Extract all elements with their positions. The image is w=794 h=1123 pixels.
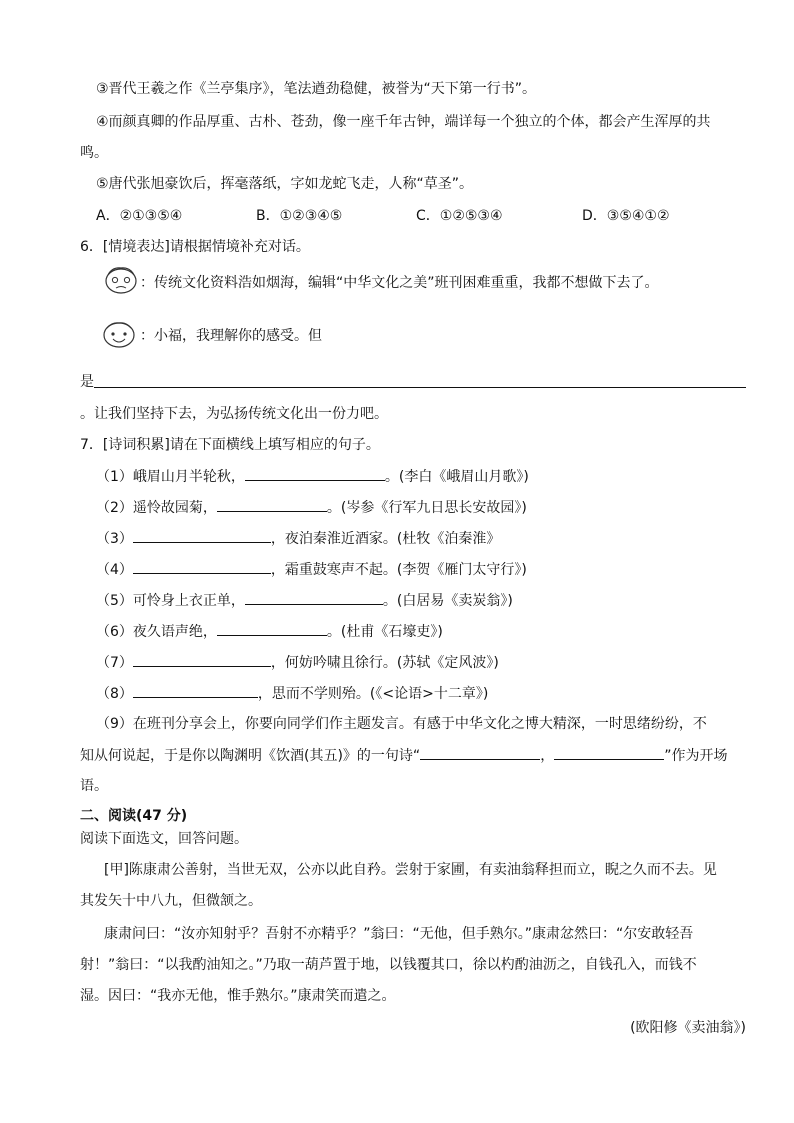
- poem-1-blank[interactable]: [245, 466, 385, 481]
- poem-1-text: （1）峨眉山月半轮秋，: [96, 469, 245, 485]
- poem-8-blank[interactable]: [133, 683, 258, 698]
- passage-source: (欧阳修《卖油翁》): [630, 1020, 746, 1036]
- poem-5-text: （5）可怜身上衣正单，: [96, 593, 245, 609]
- dialog-line-2: ：小福，我理解你的感受。但: [140, 328, 322, 344]
- sentence-5: ⑤唐代张旭豪饮后，挥毫落纸，字如龙蛇飞走，人称“草圣”。: [96, 176, 474, 192]
- question-7-stem: 7．[诗词积累]请在下面横线上填写相应的句子。: [80, 437, 380, 453]
- poem-3-blank[interactable]: [133, 528, 271, 543]
- smiling-face-icon: [100, 319, 138, 349]
- passage-para2-line2: 射！”翁曰：“以我酌油知之。”乃取一葫芦置于地，以钱覆其口，徐以杓酌油沥之，自钱孔入，而钱不: [80, 957, 697, 973]
- poem-2-text: （2）遥怜故园菊，: [96, 500, 217, 516]
- answer-prefix: 是: [80, 374, 94, 390]
- poem-line-7: [96, 652, 499, 673]
- poem-3-source: ，夜泊秦淮近酒家。(杜牧《泊秦淮》: [270, 531, 501, 547]
- poem-6-blank[interactable]: [217, 621, 327, 636]
- question-6-stem: 6．[情境表达]请根据情境补充对话。: [80, 239, 310, 255]
- poem-9-tail: ”作为开场: [664, 748, 728, 764]
- poem-line-1: [96, 466, 529, 487]
- reading-instruction: 阅读下面选文，回答问题。: [80, 831, 248, 847]
- answer-tail: 。让我们坚持下去，为弘扬传统文化出一份力吧。: [80, 406, 388, 422]
- poem-line-6: [96, 621, 443, 642]
- poem-2-blank[interactable]: [217, 497, 327, 512]
- passage-para1-line1: [甲]陈康肃公善射，当世无双，公亦以此自矜。尝射于家圃，有卖油翁释担而立，睨之久而不去。见: [104, 862, 717, 878]
- poem-4-source: ，霜重鼓寒声不起。(李贺《雁门太守行》): [270, 562, 527, 578]
- poem-line-3: [96, 528, 500, 549]
- poem-6-source: 。(杜甫《石壕吏》): [326, 624, 443, 640]
- option-b: B．①②③④⑤: [256, 208, 343, 224]
- poem-9-line2: [80, 745, 727, 766]
- dialog-line-1: ：传统文化资料浩如烟海，编辑“中华文化之美”班刊困难重重，我都不想做下去了。: [140, 275, 659, 291]
- poem-line-8: [96, 683, 488, 704]
- poem-line-2: [96, 497, 527, 518]
- poem-6-text: （6）夜久语声绝，: [96, 624, 217, 640]
- poem-7-text: （7）: [96, 655, 133, 671]
- poem-8-text: （8）: [96, 686, 133, 702]
- poem-9-line3: 语。: [80, 778, 108, 794]
- poem-9-text: 知从何说起，于是你以陶渊明《饮酒(其五)》的一句诗“: [80, 748, 421, 764]
- poem-9-blank-2[interactable]: [554, 745, 664, 760]
- sentence-4-line2: 鸣。: [80, 145, 108, 161]
- poem-4-blank[interactable]: [133, 559, 271, 574]
- poem-9-line1: （9）在班刊分享会上，你要向同学们作主题发言。有感于中华文化之博大精深，一时思绪纷纷，不: [96, 716, 707, 732]
- option-d: D．③⑤④①②: [582, 208, 670, 224]
- poem-2-source: 。(岑参《行军九日思长安故园》): [326, 500, 527, 516]
- poem-8-source: ，思而不学则殆。(《<论语>十二章》): [257, 686, 489, 702]
- poem-4-text: （4）: [96, 562, 133, 578]
- poem-7-source: ，何妨吟啸且徐行。(苏轼《定风波》): [270, 655, 499, 671]
- poem-5-source: 。(白居易《卖炭翁》): [382, 593, 513, 609]
- worried-face-icon: [102, 265, 140, 295]
- poem-3-text: （3）: [96, 531, 133, 547]
- passage-para2-line1: 康肃问曰：“汝亦知射乎？吾射不亦精乎？”翁曰：“无他，但手熟尔。”康肃忿然曰：“尔安敢轻吾: [104, 926, 694, 942]
- sentence-3: ③晋代王羲之作《兰亭集序》，笔法遒劲稳健，被誉为“天下第一行书”。: [96, 81, 537, 97]
- poem-line-5: [96, 590, 513, 611]
- sentence-4-line1: ④而颜真卿的作品厚重、古朴、苍劲，像一座千年古钟，端详每一个独立的个体，都会产生浑厚的共: [96, 114, 711, 130]
- passage-para2-line3: 湿。因曰：“我亦无他，惟手熟尔。”康肃笑而遣之。: [80, 988, 396, 1004]
- answer-blank-long[interactable]: [94, 387, 746, 388]
- section-2-heading: 二、阅读(47 分): [80, 808, 188, 824]
- poem-9-comma: ，: [540, 748, 555, 764]
- poem-line-4: [96, 559, 527, 580]
- poem-1-source: 。(李白《峨眉山月歌》): [384, 469, 529, 485]
- passage-para1-line2: 其发矢十中八九，但微颔之。: [80, 893, 262, 909]
- option-a: A．②①③⑤④: [96, 208, 183, 224]
- poem-9-blank-1[interactable]: [420, 745, 540, 760]
- poem-7-blank[interactable]: [133, 652, 271, 667]
- poem-5-blank[interactable]: [245, 590, 383, 605]
- option-c: C．①②⑤③④: [416, 208, 503, 224]
